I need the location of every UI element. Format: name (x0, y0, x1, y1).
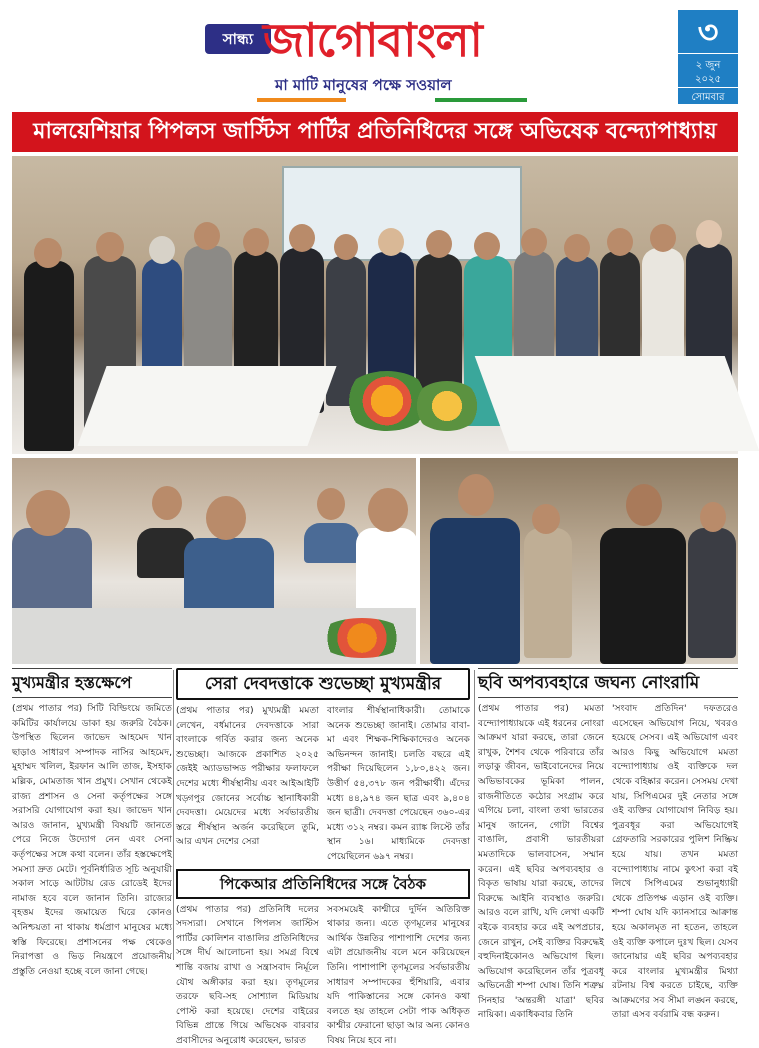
article-photo-misuse (478, 668, 738, 1021)
sub-article-body-columns (176, 899, 470, 1048)
sub-article-body-left: (প্রথম পাতার পর) প্রতিনিধি দলের সদস্যরা। সেখানে পিপলস জাস্টিস পার্টির কোলিশন বাঙালির প্রতিনিধিদের সঙ্গে দীর্ঘ আলোচনা হয়। সমগ্র বিশ্বে শান্তি বজায় রাখা ও সন্ত্রাসবাদ নির্মূলে যৌথ অঙ্গীকার করা হয়। তৃণমূলের তরফে ছবি-সহ সোশ্যাল মিডিয়ায় পোস্ট করা হয়েছে। দেশের বাইরের বিভিন্ন প্রান্তে গিয়ে অভিষেক বারবার প্রবাসীদের অনুরোধ করেছেন, ভারত (176, 903, 319, 1046)
person-head (650, 224, 676, 252)
logo-prefix: সান্ধ্য (205, 24, 271, 54)
issue-year: ২০২৫ (695, 74, 721, 85)
person-head (426, 230, 452, 258)
person-head (334, 234, 358, 260)
person-head (368, 488, 408, 532)
person-head (289, 224, 315, 252)
sub-article-body-right: সবসময়েই কাশ্মীরে দুর্দিন অতিরিক্ত থাকার জন্য। এতে তৃণমূলের মানুষের আর্থিক উন্নতির পাশাপাশি দেশের জন্য এটা প্রয়োজনীয় বলে মনে করিয়েছেন তিনি। পাশাপাশি তৃণমূলের সর্বভারতীয় সাধারণ সম্পাদকের হুঁশিয়ারি, এবার যদি পাকিস্তানের সঙ্গে কোনও কথা বলতে হয় তাহলে সেটা পাক অধিকৃত কাশ্মীর ফেরানো ছাড়া আর অন্য কোনও বিষয় নিয়ে হবে না। (327, 903, 470, 1046)
article-cm-intervention (12, 668, 172, 977)
masthead (0, 0, 750, 108)
article-headline: সেরা দেবদত্তাকে শুভেচ্ছা মুখ্যমন্ত্রীর (176, 668, 470, 700)
article-subheadline: পিকেআর প্রতিনিধিদের সঙ্গে বৈঠক (176, 869, 470, 899)
person-head (564, 234, 590, 262)
article-cm-greetings (176, 668, 470, 1046)
article-body-columns (478, 698, 738, 1023)
person-head (458, 474, 494, 516)
article-headline: মুখ্যমন্ত্রীর হস্তক্ষেপে (12, 668, 172, 698)
person-head (243, 228, 269, 256)
article-body: (প্রথম পাতার পর) সিটি বিল্ডিংয়ে জমিতে কমিটির কার্যালয়ে ডাকা হয় জরুরি বৈঠক। উপস্থিত ছিলেন জাভেদ আহমেদ খান ছাড়াও সাধারণ সম্পাদক নাসির আহমেদ, মুহাম্মদ খলিল, ইরফান আলি তাজ, ইসহাক মল্লিক, মোমতাজ খান প্রমুখ। সেখান থেকেই রাজ্য প্রশাসন ও সেনা কর্তৃপক্ষের সঙ্গে সরাসরি যোগাযোগ করা হয়। জাভেদ খান আরও জানান, মুখ্যমন্ত্রী বিষয়টি জানতে পেরে নিজে উদ্যোগ নেন এবং সেনা কর্তৃপক্ষের সঙ্গে কথা বলেন। তাঁর হস্তক্ষেপেই সমস্যা দ্রুত মেটে। পূর্বনির্ধারিত সূচি অনুযায়ী সকাল সাড়ে আটটায় রেড রোডেই ইদের নামাজ হবে বলে জানান তিনি। রাজ্যের বৃহত্তম ইদের জমায়েত ঘিরে কোনও অনিশ্চয়তা না থাকায় ধর্মপ্রাণ মানুষের মধ্যে স্বস্তি ফিরেছে। প্রশাসনের পক্ষ থেকেও নিরাপত্তা ও ভিড় নিয়ন্ত্রণে প্রয়োজনীয় প্রস্তুতি নেওয়া হচ্ছে বলে জানা গেছে। (12, 703, 172, 977)
person-figure (304, 523, 359, 563)
person-head (149, 236, 175, 264)
article-body-left: (প্রথম পাতার পর) মমতা বন্দ্যোপাধ্যায়কে এই ধরনের নোংরা আক্রমণ যারা করছে, তারা জেনে রাখুক, শৈশব থেকে পরিবারে তাঁর লড়াকু জীবন, ভাইবোনেদের নিয়ে অভিভাবকের ভূমিকা পালন, রাজনীতিতে কঠোর সংগ্রাম করে এগিয়ে চলা, বাংলা তথা ভারতের মানুষ জানেন, গোটা বিশ্বের বাঙালি, প্রবাসী ভারতীয়রা মমতাদিকে ভালবাসেন, সম্মান করেন। এই ছবির অপব্যবহার ও বিকৃত ভাষায় যারা করছে, তাদের বিরুদ্ধে আইনি ব্যবস্থাও জরুরি। আরও বলে রাখি, যদি লেখা একটি বইকে ব্যবহার করে এই অপপ্রচার, জেনে রাখুন, সেই ব্যক্তির বিরুদ্ধেই বহুদিনাইকোনও অভিযোগ ছিল। অভিযোগ করেছিলেন তাঁর পুত্রবধূ অভিনেত্রী শম্পা ঘোষ। তিনি শত্রুঘ্ন সিনহার 'অন্তরঙ্গী যাত্রা' ছবির নায়িকা। একাধিকবার তিনি (478, 703, 604, 1021)
column-divider (173, 670, 174, 960)
logo-title: জাগোবাংলা (263, 13, 482, 67)
person-figure (24, 261, 74, 451)
issue-weekday: সোমবার (678, 87, 738, 107)
person-figure (688, 528, 736, 658)
article-body-left: (প্রথম পাতার পর) মুখ্যমন্ত্রী মমতা লেখেন, বর্ধমানের দেবদত্তাকে সারা বাংলাকে গর্বিত করার জন্য অনেক শুভেচ্ছা। আজকে প্রকাশিত ২০২৫ জেইই অ্যাডভান্সড পরীক্ষার ফলাফলে দেশের মধ্যে শীর্ষস্থানীয় এবং আইআইটি খড়্গপুর জোনের সর্বোচ্চ স্থানাধিকারী দেবদত্তা। মেয়েদের মধ্যে সর্বভারতীয় স্তরে শীর্ষস্থান অর্জন করেছিলে তুমি, আর এখন দেশের সেরা (176, 705, 319, 848)
logo-tagline: মা মাটি মানুষের পক্ষে সওয়াল (275, 76, 452, 94)
lead-headline: মালয়েশিয়ার পিপলস জাস্টিস পার্টির প্রতিনিধিদের সঙ্গে অভিষেক বন্দ্যোপাধ্যায় (12, 112, 738, 152)
issue-date: ২ জুন (695, 60, 721, 71)
page-number: ৩ (678, 12, 738, 54)
flower-arrangement (412, 381, 482, 431)
newspaper-logo (205, 10, 535, 105)
person-head (521, 228, 547, 256)
person-figure (524, 528, 572, 658)
person-head (34, 238, 62, 268)
person-figure (600, 528, 686, 664)
person-head (626, 484, 662, 526)
person-head (532, 504, 560, 534)
column-divider (474, 670, 475, 960)
conference-table (77, 366, 336, 446)
group-photo (12, 156, 738, 454)
article-body-columns (176, 700, 470, 865)
person-head (696, 220, 722, 248)
article-body-right: 'সংবাদ প্রতিদিন' দফতরেও এসেছেন অভিযোগ নিয়ে, খবরও হয়েছে সেসব। এই অভিযোগ এবং আরও কিছু অভিযোগে মমতা বন্দ্যোপাধ্যায় ওই ব্যক্তিকে দল থেকে বহিষ্কার করেন। সেসময় দেখা যায়, সিপিএমের দুই নেতার সঙ্গে ওই ব্যক্তির যোগাযোগ নিবিড় হয়। পুত্রবধূর করা অভিযোগেই গ্রেফতারি সরকারের পুলিশ নিষ্ক্রিয় হয়ে যায়। তখন মমতা বন্দ্যোপাধ্যায় নামে কুৎসা করা বই লিখে সিপিএমের শুভানুধ্যায়ী থেকে প্রতিপক্ষ এড়ান ওই ব্যক্তি। শম্পা ঘোষ যদি ক্যানসারে আক্রান্ত হয়ে অকালমৃত না হতেন, তাহলে ওই ব্যক্তি কপালে দুঃখ ছিল। যেসব জানোয়ার এই ছবির অপব্যবহার করে বাংলার মুখ্যমন্ত্রীর মিথ্যা রটনায় বিশ্ব করতে চাইছে, ব্যক্তি আক্রমণের সব সীমা লঙ্ঘন করছে, তারা এসব বর্বরামি বন্ধ করুন। (612, 703, 738, 1021)
article-headline: ছবি অপব্যবহারে জঘন্য নোংরামি (478, 668, 738, 698)
person-head (317, 488, 345, 520)
meeting-photo-left (12, 458, 416, 664)
person-head (700, 502, 726, 532)
person-head (206, 496, 246, 540)
person-head (96, 232, 124, 262)
person-head (607, 228, 633, 256)
person-head (26, 490, 70, 536)
person-head (194, 222, 220, 250)
flower-arrangement (317, 618, 407, 658)
person-head (152, 486, 182, 520)
conference-table (475, 356, 759, 451)
person-head (474, 232, 500, 260)
tricolor-rule (257, 98, 527, 102)
person-figure (430, 518, 520, 664)
person-head (378, 228, 404, 256)
date-box (678, 10, 738, 104)
meeting-photo-right (420, 458, 738, 664)
article-body-right: বাংলার শীর্ষস্থানাধিকারী। তোমাকে অনেক শুভেচ্ছা জানাই। তোমার বাবা-মা এবং শিক্ষক-শিক্ষিকাদেরও অনেক অভিনন্দন জানাই। চলতি বছরে এই পরীক্ষা দিয়েছিলেন ১,৮০,৪২২ জন। উত্তীর্ণ ৫৪,৩৭৮ জন পরীক্ষার্থী। এঁদের মধ্যে ৪৪,৯৭৪ জন ছাত্র এবং ৯,৪০৪ জন ছাত্রী। দেবদত্তা পেয়েছেন ৩৬০-এর মধ্যে ৩১২ নম্বর। কমন র‍্যাঙ্ক লিস্টে তাঁর স্থান ১৬। মাধ্যমিকে দেবদত্তা পেয়েছিলেন ৬৯৭ নম্বর। (327, 705, 470, 862)
